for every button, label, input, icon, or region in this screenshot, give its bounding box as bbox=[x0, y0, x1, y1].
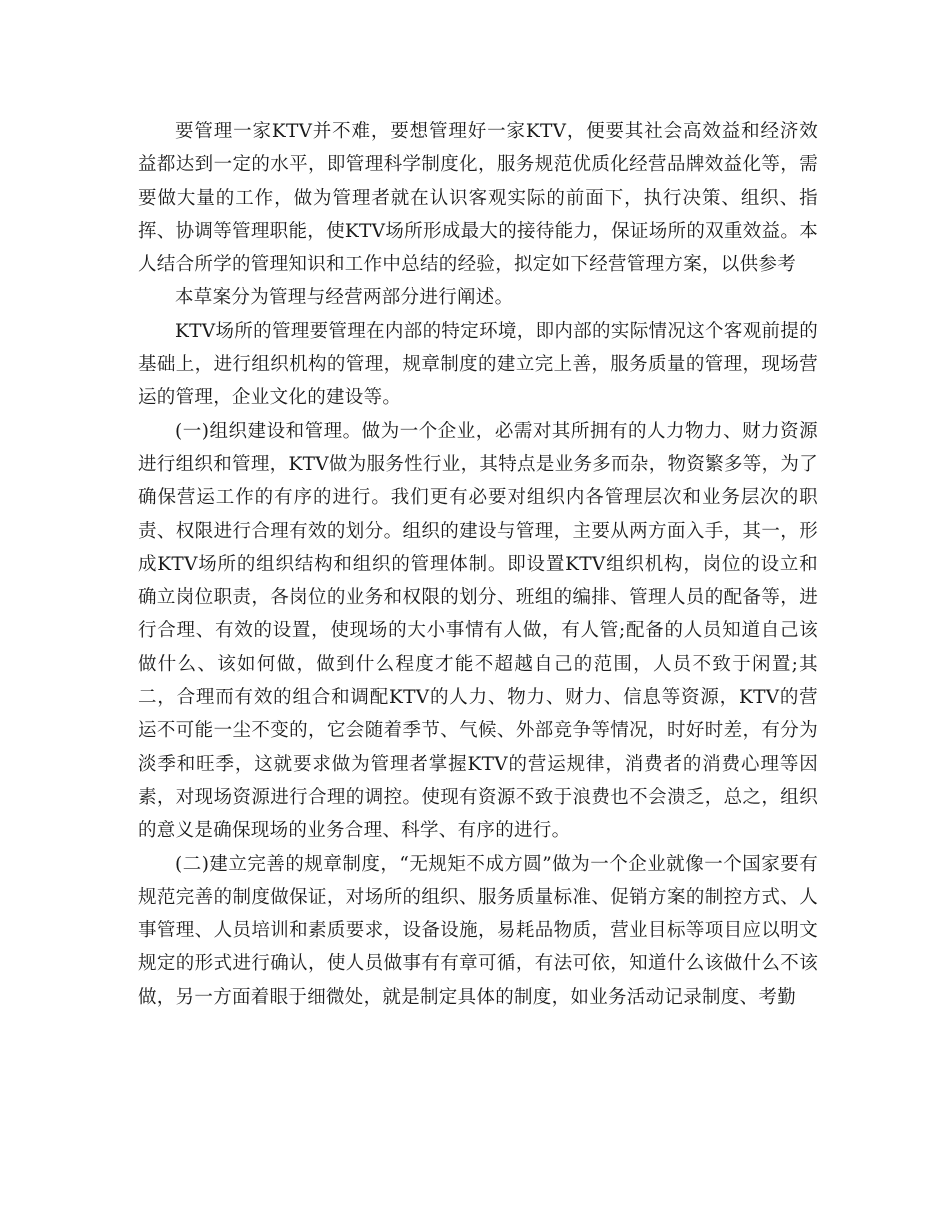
document-body bbox=[138, 115, 818, 1014]
paragraph-organization: (一)组织建设和管理。做为一个企业，必需对其所拥有的人力物力、财力资源进行组织和管理，KTV做为服务性行业，其特点是业务多而杂，物资繁多等，为了确保营运工作的有序的进行。我们更有必要对组织内各管理层次和业务层次的职责、权限进行合理有效的划分。组织的建设与管理，主要从两方面入手，其一，形成KTV场所的组织结构和组织的管理体制。即设置KTV组织机构，岗位的设立和确立岗位职责，各岗位的业务和权限的划分、班组的编排、管理人员的配备等，进行合理、有效的设置，使现场的大小事情有人做，有人管;配备的人员知道自己该做什么、该如何做，做到什么程度才能不超越自己的范围，人员不致于闲置;其二，合理而有效的组合和调配KTV的人力、物力、财力、信息等资源，KTV的营运不可能一尘不变的，它会随着季节、气候、外部竞争等情况，时好时差，有分为淡季和旺季，这就要求做为管理者掌握KTV的营运规律，消费者的消费心理等因素，对现场资源进行合理的调控。使现有资源不致于浪费也不会溃乏，总之，组织的意义是确保现场的业务合理、科学、有序的进行。 bbox=[138, 420, 818, 842]
paragraph-outline: 本草案分为管理与经营两部分进行阐述。 bbox=[175, 287, 514, 309]
paragraph-intro: 要管理一家KTV并不难，要想管理好一家KTV，便要其社会高效益和经济效益都达到一定的水平，即管理科学制度化，服务规范优质化经营品牌效益化等，需要做大量的工作，做为管理者就在认识客观实际的前面下，执行决策、组织、指挥、协调等管理职能，使KTV场所形成最大的接待能力，保证场所的双重效益。本人结合所学的管理知识和工作中总结的经验，拟定如下经营管理方案，以供参考 bbox=[138, 121, 818, 276]
paragraph-regulations: (二)建立完善的规章制度，“无规矩不成方圆”做为一个企业就像一个国家要有规范完善的制度做保证，对场所的组织、服务质量标准、促销方案的制控方式、人事管理、人员培训和素质要求，设备设施，易耗品物质，营业目标等项目应以明文规定的形式进行确认，使人员做事有有章可循，有法可依，知道什么该做什么不该做，另一方面着眼于细微处，就是制定具体的制度，如业务活动记录制度、考勤 bbox=[138, 853, 818, 1008]
paragraph-management-scope: KTV场所的管理要管理在内部的特定环境，即内部的实际情况这个客观前提的基础上，进行组织机构的管理，规章制度的建立完上善，服务质量的管理，现场营运的管理，企业文化的建设等。 bbox=[138, 320, 818, 409]
